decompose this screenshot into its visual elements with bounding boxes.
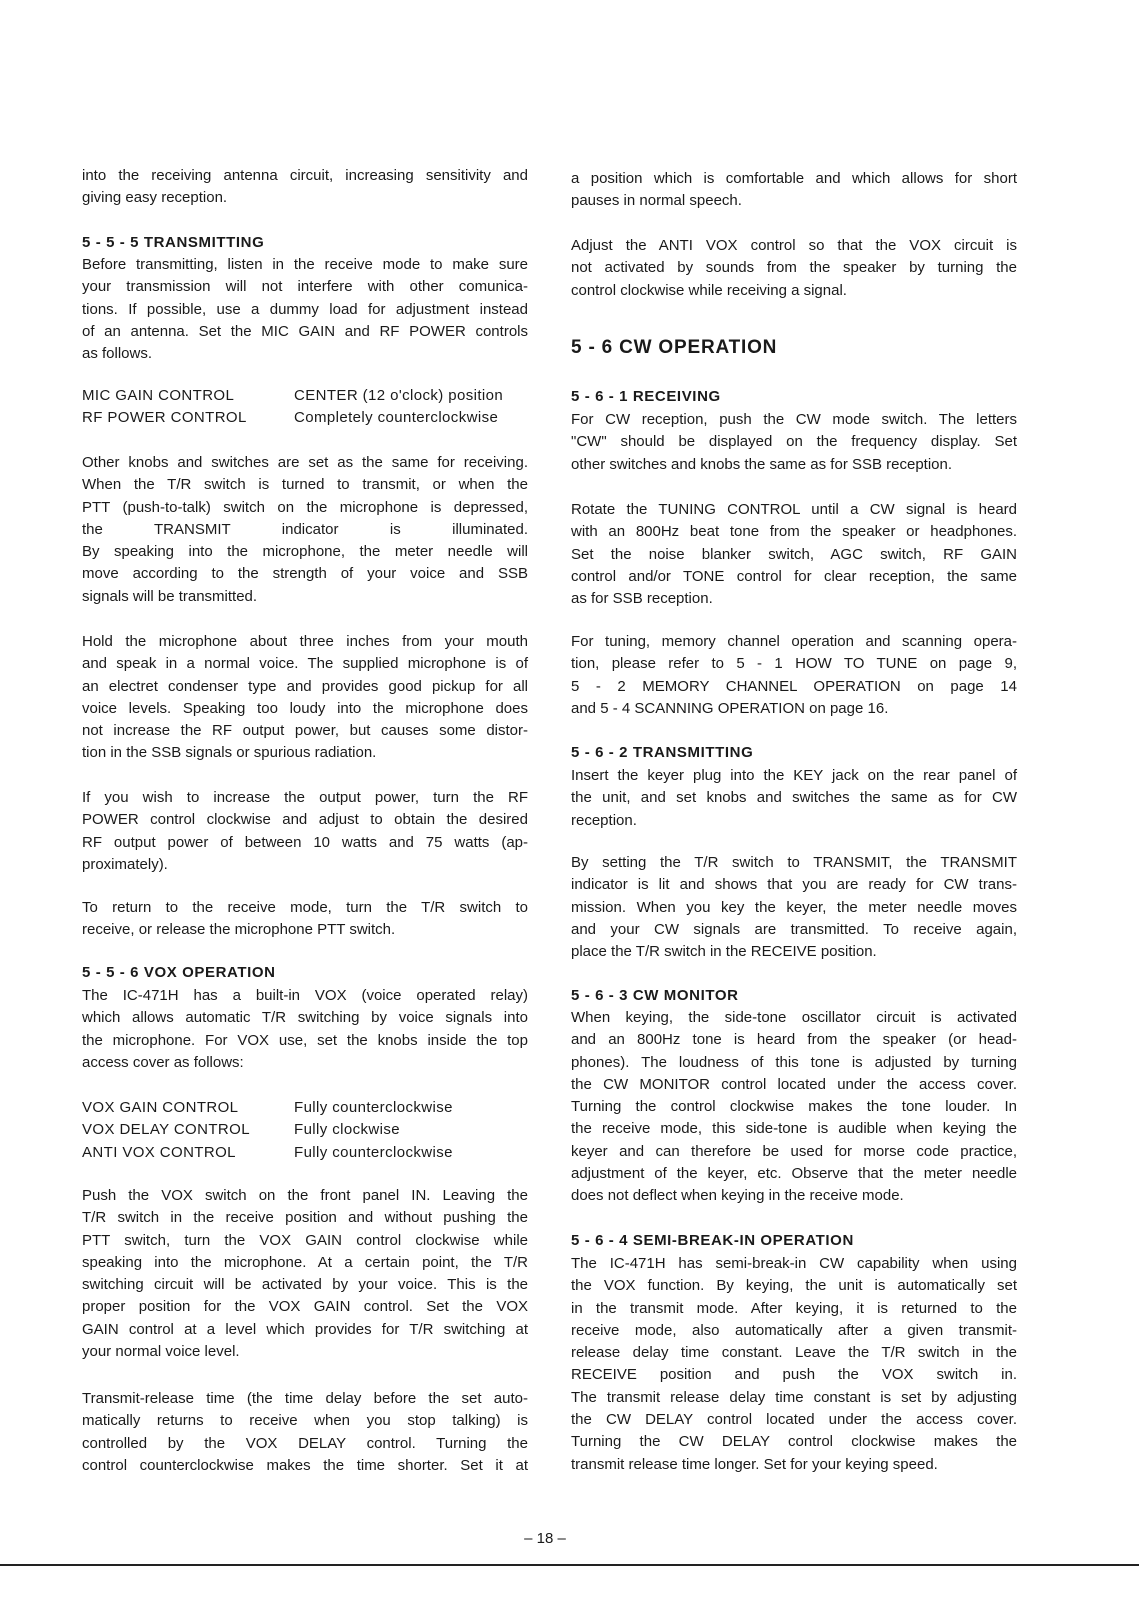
paragraph [571,765,1017,832]
text-line: as for SSB reception. [571,590,713,608]
control-name: MIC GAIN CONTROL [82,387,235,404]
text-line: tion in the SSB signals or spurious radiation. [82,744,377,762]
text-line: For CW reception, push the CW mode switch. The letters [571,411,1017,428]
text-line: signals will be transmitted. [82,587,258,605]
text-line: transmit release time longer. Set for your keying speed. [571,1455,938,1473]
text-line: Insert the keyer plug into the KEY jack on the rear panel of [571,767,1017,784]
text-line: The transmit release delay time constant is set by adjusting [571,1388,1017,1406]
control-setting: Fully counterclockwise [294,1099,453,1116]
section-heading: 5 - 5 - 6 VOX OPERATION [82,964,276,981]
text-line: control counterclockwise makes the time shorter. Set it at [82,1456,528,1474]
text-line: PTT switch, turn the VOX GAIN control clockwise while [82,1231,528,1249]
settings-row [82,1142,528,1164]
text-line: receive mode, also automatically after a given transmit- [571,1321,1017,1339]
text-line: the TRANSMIT indicator is illuminated. [82,520,528,538]
text-line: an electret condenser type and provides good pickup for all [82,677,528,695]
text-line: adjustment of the keyer, etc. Observe that the meter needle [571,1165,1017,1183]
text-line: PTT (push-to-talk) switch on the microphone is depressed, [82,498,528,516]
text-line: Turning the control clockwise makes the tone louder. In [571,1098,1017,1116]
paragraph [82,254,528,365]
settings-row [82,1097,528,1119]
text-line: phones). The loudness of this tone is adjusted by turning [571,1053,1017,1071]
text-line: Rotate the TUNING CONTROL until a CW signal is heard [571,501,1017,518]
text-line: proximately). [82,855,168,873]
control-setting: Completely counterclockwise [294,409,499,427]
text-line: keyer and can therefore be used for morse code practice, [571,1142,1017,1160]
text-line: your transmission will not interfere with other comunica- [82,278,528,296]
text-line: your normal voice level. [82,1343,240,1361]
control-name: VOX GAIN CONTROL [82,1099,239,1116]
text-line: giving easy reception. [82,189,228,207]
control-setting: CENTER (12 o'clock) position [294,387,504,404]
text-line: For tuning, memory channel operation and scanning opera- [571,633,1017,650]
text-line: in the transmit mode. After keying, it is returned to the [571,1299,1017,1317]
text-line: the CW DELAY control located under the access cover. [571,1411,1017,1429]
text-line: the unit, and set knobs and switches the same as for CW [571,789,1017,807]
text-line: reception. [571,811,637,829]
text-line: 5 - 2 MEMORY CHANNEL OPERATION on page 14 [571,677,1017,695]
control-name: VOX DELAY CONTROL [82,1121,250,1139]
paragraph [571,235,1017,302]
page-number: – 18 – [524,1530,566,1547]
paragraph [571,631,1017,720]
text-line: and an 800Hz tone is heard from the speaker (or head- [571,1031,1017,1049]
text-line: controlled by the VOX DELAY control. Turning the [82,1434,528,1452]
text-line: the VOX function. By keying, the unit is automatically set [571,1277,1017,1295]
section-heading: 5 - 6 CW OPERATION [571,337,778,358]
text-line: Other knobs and switches are set as the same for receiving. [82,454,528,471]
paragraph [571,1007,1017,1208]
paragraph [82,1185,528,1363]
text-line: RECEIVE position and push the VOX switch in. [571,1366,1017,1384]
section-heading: 5 - 6 - 2 TRANSMITTING [571,744,754,761]
text-line: receive, or release the microphone PTT switch. [82,921,396,939]
text-line: The IC-471H has semi-break-in CW capability when using [571,1255,1017,1272]
text-line: tions. If possible, use a dummy load for adjustment instead [82,300,528,318]
text-line: When the T/R switch is turned to transmit, or when the [82,476,528,494]
settings-row [82,407,528,429]
text-line: and speak in a normal voice. The supplied microphone is of [82,655,528,673]
paragraph [571,1253,1017,1476]
text-line: Hold the microphone about three inches from your mouth [82,633,528,650]
paragraph [571,168,1017,213]
paragraph [571,409,1017,476]
control-name: RF POWER CONTROL [82,409,247,427]
text-line: move according to the strength of your voice and SSB [82,565,528,583]
text-line: POWER control clockwise and adjust to obtain the desired [82,811,528,829]
paragraph [82,452,528,608]
text-line: When keying, the side-tone oscillator circuit is activated [571,1009,1017,1026]
text-line: switching circuit will be activated by your voice. This is the [82,1276,528,1294]
text-line: place the T/R switch in the RECEIVE position. [571,943,877,961]
control-setting: Fully clockwise [294,1121,401,1139]
text-line: Transmit-release time (the time delay before the set auto- [82,1390,528,1407]
text-line: By setting the T/R switch to TRANSMIT, the TRANSMIT [571,854,1017,871]
paragraph [82,897,528,942]
text-line: other switches and knobs the same as for SSB reception. [571,455,953,473]
paragraph [82,165,528,210]
paragraph [571,852,1017,963]
text-line: RF output power of between 10 watts and 75 watts (ap- [82,833,528,851]
text-line: speaking into the microphone. At a certain point, the T/R [82,1253,528,1271]
text-line: proper position for the VOX GAIN control. Set the VOX [82,1298,528,1316]
paragraph [82,1388,528,1477]
text-line: "CW" should be displayed on the frequency display. Set [571,433,1017,451]
text-line: does not deflect when keying in the receive mode. [571,1187,904,1205]
text-line: If you wish to increase the output power, turn the RF [82,789,528,806]
settings-row [82,1119,528,1141]
control-setting: Fully counterclockwise [294,1143,453,1161]
text-line: matically returns to receive when you stop talking) is [82,1412,528,1430]
text-line: which allows automatic T/R switching by voice signals into [82,1009,528,1027]
text-line: the CW MONITOR control located under the access cover. [571,1075,1017,1093]
paragraph [571,499,1017,610]
text-line: Adjust the ANTI VOX control so that the VOX circuit is [571,237,1017,254]
text-line: as follows. [82,345,153,363]
text-line: Push the VOX switch on the front panel IN. Leaving the [82,1187,528,1204]
footer-rule [0,1564,1139,1566]
text-line: of an antenna. Set the MIC GAIN and RF POWER controls [82,322,528,340]
paragraph [82,631,528,765]
text-line: and 5 - 4 SCANNING OPERATION on page 16. [571,699,889,717]
section-heading: 5 - 6 - 4 SEMI-BREAK-IN OPERATION [571,1232,854,1249]
control-name: ANTI VOX CONTROL [82,1143,236,1161]
text-line: Set the noise blanker switch, AGC switch, RF GAIN [571,545,1017,563]
text-line: GAIN control at a level which provides for T/R switching at [82,1320,528,1338]
paragraph [82,985,528,1074]
section-heading: 5 - 5 - 5 TRANSMITTING [82,234,265,251]
text-line: the microphone. For VOX use, set the knobs inside the top [82,1031,528,1049]
section-heading: 5 - 6 - 3 CW MONITOR [571,987,739,1004]
text-line: Turning the CW DELAY control clockwise makes the [571,1433,1017,1451]
text-line: To return to the receive mode, turn the T/R switch to [82,899,528,916]
settings-row [82,385,528,407]
text-line: release delay time constant. Leave the T/R switch in the [571,1344,1017,1362]
paragraph [82,787,528,876]
settings-table [82,1097,528,1164]
text-line: the receive mode, this side-tone is audible when keying the [571,1120,1017,1138]
text-line: and your CW signals are transmitted. To receive again, [571,920,1017,938]
text-line: not increase the RF output power, but causes some distor- [82,722,528,740]
text-line: into the receiving antenna circuit, increasing sensitivity and [82,167,528,184]
text-line: indicator is lit and shows that you are ready for CW trans- [571,876,1017,894]
text-line: control clockwise while receiving a signal. [571,281,847,299]
text-line: T/R switch in the receive position and without pushing the [82,1209,528,1227]
section-heading: 5 - 6 - 1 RECEIVING [571,388,721,405]
text-line: By speaking into the microphone, the meter needle will [82,543,528,561]
text-line: mission. When you key the keyer, the meter needle moves [571,898,1017,916]
text-line: Before transmitting, listen in the receive mode to make sure [82,256,528,273]
text-line: access cover as follows: [82,1053,244,1071]
text-line: with an 800Hz beat tone from the speaker or headphones. [571,523,1017,541]
text-line: not activated by sounds from the speaker by turning the [571,259,1017,277]
text-line: a position which is comfortable and which allows for short [571,170,1017,187]
text-line: voice levels. Speaking too loudy into the microphone does [82,699,528,717]
text-line: control and/or TONE control for clear reception, the same [571,567,1017,585]
text-line: The IC-471H has a built-in VOX (voice operated relay) [82,987,528,1004]
settings-table [82,385,528,430]
text-line: pauses in normal speech. [571,192,742,210]
text-line: tion, please refer to 5 - 1 HOW TO TUNE on page 9, [571,655,1017,673]
